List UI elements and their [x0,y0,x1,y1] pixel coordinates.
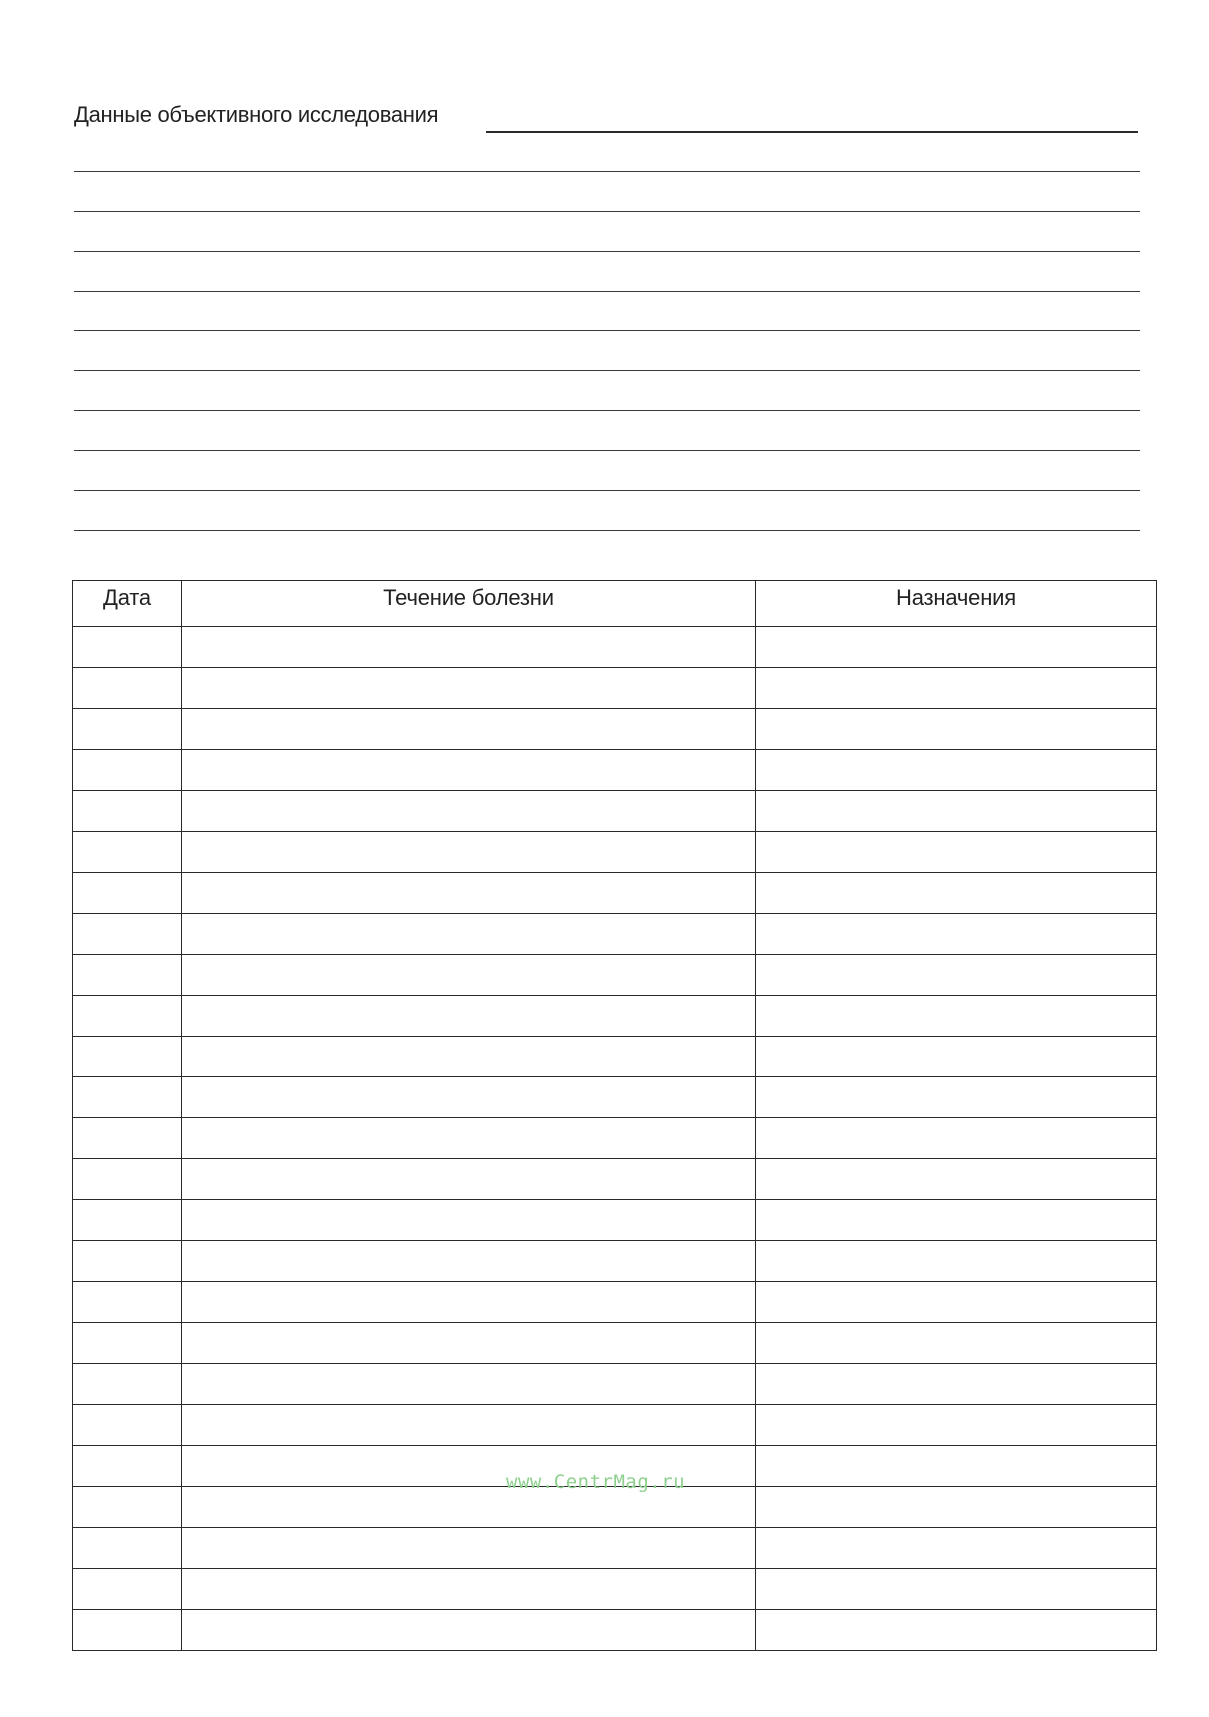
objective-exam-header [74,100,1138,136]
disease-course-cell[interactable] [182,1609,756,1650]
table-row [73,995,1157,1036]
writing-line[interactable] [74,251,1140,252]
table-row [73,749,1157,790]
prescriptions-cell[interactable] [756,1241,1157,1282]
prescriptions-cell[interactable] [756,790,1157,831]
objective-exam-answer-line[interactable] [486,131,1138,133]
date-cell[interactable] [73,1609,182,1650]
date-cell[interactable] [73,1487,182,1528]
disease-course-cell[interactable] [182,1323,756,1364]
writing-line[interactable] [74,330,1140,331]
table-row [73,1323,1157,1364]
table-row [73,1282,1157,1323]
prescriptions-cell[interactable] [756,1568,1157,1609]
table-body [73,627,1157,1651]
disease-course-cell[interactable] [182,872,756,913]
date-cell[interactable] [73,749,182,790]
writing-line[interactable] [74,450,1140,451]
disease-course-cell[interactable] [182,1364,756,1405]
prescriptions-cell[interactable] [756,1282,1157,1323]
date-cell[interactable] [73,995,182,1036]
objective-exam-label: Данные объективного исследования [74,102,439,127]
date-cell[interactable] [73,1159,182,1200]
table-row [73,1036,1157,1077]
date-cell[interactable] [73,872,182,913]
prescriptions-cell[interactable] [756,872,1157,913]
date-cell[interactable] [73,627,182,668]
disease-course-cell[interactable] [182,1118,756,1159]
date-cell[interactable] [73,1568,182,1609]
watermark: www.CentrMag.ru [506,1471,686,1493]
disease-course-cell[interactable] [182,790,756,831]
table-header-row [73,581,1157,627]
prescriptions-cell[interactable] [756,1036,1157,1077]
date-cell[interactable] [73,1446,182,1487]
prescriptions-cell[interactable] [756,1609,1157,1650]
prescriptions-cell[interactable] [756,1323,1157,1364]
writing-line[interactable] [74,530,1140,531]
table-row [73,831,1157,872]
disease-course-cell[interactable] [182,1036,756,1077]
table-row [73,627,1157,668]
prescriptions-cell[interactable] [756,913,1157,954]
date-cell[interactable] [73,1036,182,1077]
date-cell[interactable] [73,708,182,749]
disease-course-cell[interactable] [182,995,756,1036]
disease-course-cell[interactable] [182,749,756,790]
disease-course-cell[interactable] [182,1405,756,1446]
prescriptions-cell[interactable] [756,1118,1157,1159]
date-cell[interactable] [73,913,182,954]
date-cell[interactable] [73,1200,182,1241]
table-row [73,1241,1157,1282]
prescriptions-cell[interactable] [756,831,1157,872]
prescriptions-cell[interactable] [756,749,1157,790]
prescriptions-cell[interactable] [756,627,1157,668]
table-row [73,1405,1157,1446]
column-header-date: Дата [73,581,182,627]
disease-course-cell[interactable] [182,913,756,954]
prescriptions-cell[interactable] [756,1527,1157,1568]
prescriptions-cell[interactable] [756,667,1157,708]
date-cell[interactable] [73,1527,182,1568]
prescriptions-cell[interactable] [756,708,1157,749]
date-cell[interactable] [73,790,182,831]
table-row [73,1077,1157,1118]
date-cell[interactable] [73,831,182,872]
table-row [73,913,1157,954]
writing-line[interactable] [74,370,1140,371]
date-cell[interactable] [73,954,182,995]
prescriptions-cell[interactable] [756,1077,1157,1118]
table-row [73,708,1157,749]
date-cell[interactable] [73,1282,182,1323]
table-row [73,790,1157,831]
prescriptions-cell[interactable] [756,954,1157,995]
date-cell[interactable] [73,1364,182,1405]
prescriptions-cell[interactable] [756,1159,1157,1200]
disease-course-cell[interactable] [182,1077,756,1118]
disease-course-cell[interactable] [182,1241,756,1282]
writing-line[interactable] [74,291,1140,292]
writing-line[interactable] [74,211,1140,212]
column-header-prescriptions: Назначения [756,581,1157,627]
prescriptions-cell[interactable] [756,1405,1157,1446]
date-cell[interactable] [73,1077,182,1118]
table-row [73,1568,1157,1609]
prescriptions-cell[interactable] [756,1364,1157,1405]
disease-course-cell[interactable] [182,708,756,749]
table-row [73,954,1157,995]
table-row [73,1527,1157,1568]
table-row [73,1200,1157,1241]
table-row [73,1364,1157,1405]
disease-course-cell[interactable] [182,627,756,668]
column-header-disease-course: Течение болезни [182,581,756,627]
disease-course-cell[interactable] [182,1200,756,1241]
date-cell[interactable] [73,1241,182,1282]
writing-line[interactable] [74,490,1140,491]
table-row [73,872,1157,913]
prescriptions-cell[interactable] [756,1200,1157,1241]
disease-course-cell[interactable] [182,1282,756,1323]
prescriptions-cell[interactable] [756,995,1157,1036]
date-cell[interactable] [73,1405,182,1446]
date-cell[interactable] [73,1118,182,1159]
prescriptions-cell[interactable] [756,1487,1157,1528]
disease-course-cell[interactable] [182,1527,756,1568]
disease-course-cell[interactable] [182,667,756,708]
date-cell[interactable] [73,667,182,708]
table-row [73,1609,1157,1650]
prescriptions-cell[interactable] [756,1446,1157,1487]
disease-course-cell[interactable] [182,1568,756,1609]
date-cell[interactable] [73,1323,182,1364]
table-row [73,1118,1157,1159]
disease-course-cell[interactable] [182,831,756,872]
disease-course-cell[interactable] [182,1159,756,1200]
writing-line[interactable] [74,410,1140,411]
table-row [73,1159,1157,1200]
writing-line[interactable] [74,171,1140,172]
disease-course-cell[interactable] [182,954,756,995]
table-row [73,667,1157,708]
